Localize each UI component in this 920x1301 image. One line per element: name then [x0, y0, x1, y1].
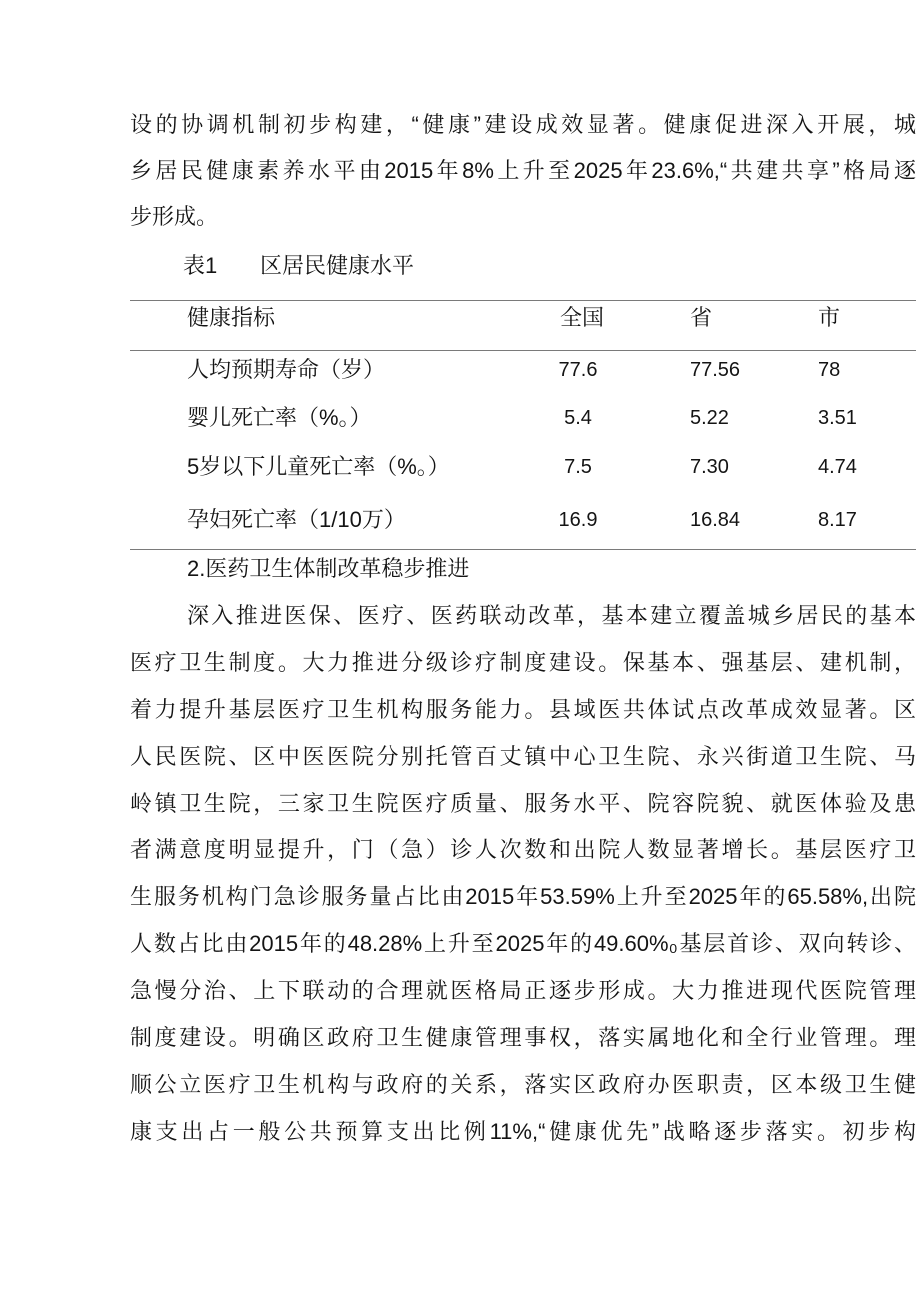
row-province: 77.56 — [690, 359, 741, 381]
paragraph-line: 着力提升基层医疗卫生机构服务能力。县域医共体试点改革成效显著。区 — [130, 697, 916, 722]
row-province: 16.84 — [690, 509, 741, 531]
row-city: 4.74 — [818, 456, 857, 478]
row-province: 5.22 — [690, 407, 729, 429]
row-indicator: 婴儿死亡率（%。） — [187, 405, 372, 430]
section-heading: 2.医药卫生体制改革稳步推进 — [187, 556, 470, 581]
paragraph-line: 人民医院、区中医医院分别托管百丈镇中心卫生院、永兴街道卫生院、马 — [130, 744, 916, 769]
header-province: 省 — [690, 305, 713, 330]
paragraph-line: 人数占比由2015年的48.28%上升至2025年的49.60%₀基层首诊、双向转诊、 — [130, 931, 916, 956]
row-city: 78 — [818, 359, 841, 381]
paragraph-line: 制度建设。明确区政府卫生健康管理事权，落实属地化和全行业管理。理 — [130, 1025, 916, 1050]
row-indicator: 孕妇死亡率（1/10万） — [187, 507, 406, 532]
intro-line: 步形成。 — [130, 204, 219, 229]
paragraph-line: 康支出占一般公共预算支出比例11%,“健康优先”战略逐步落实。初步构 — [130, 1119, 916, 1144]
row-city: 8.17 — [818, 509, 857, 531]
table-rule-top — [130, 300, 916, 301]
table-caption-number: 表1 — [183, 253, 218, 278]
header-indicator: 健康指标 — [187, 305, 276, 330]
row-indicator: 5岁以下儿童死亡率（%。） — [187, 454, 450, 479]
table-caption-title: 区居民健康水平 — [260, 253, 415, 278]
row-national: 7.5 — [564, 456, 592, 478]
intro-line: 乡居民健康素养水平由2015年8%上升至2025年23.6%,“共建共享”格局逐 — [130, 158, 916, 183]
row-national: 5.4 — [564, 407, 592, 429]
header-national: 全国 — [559, 305, 604, 330]
intro-line: 设的协调机制初步构建，“健康”建设成效显著。健康促进深入开展，城 — [130, 112, 916, 137]
paragraph-line: 岭镇卫生院，三家卫生院医疗质量、服务水平、院容院貌、就医体验及患 — [130, 791, 916, 816]
table-rule-bottom — [130, 549, 916, 550]
row-city: 3.51 — [818, 407, 857, 429]
row-indicator: 人均预期寿命（岁） — [187, 357, 386, 382]
paragraph-line: 顺公立医疗卫生机构与政府的关系，落实区政府办医职责，区本级卫生健 — [130, 1072, 916, 1097]
paragraph-line: 者满意度明显提升，门（急）诊人次数和出院人数显著增长。基层医疗卫 — [130, 837, 916, 862]
paragraph-line: 深入推进医保、医疗、医药联动改革，基本建立覆盖城乡居民的基本 — [187, 603, 916, 628]
paragraph-line: 生服务机构门急诊服务量占比由2015年53.59%上升至2025年的65.58%,出院 — [130, 884, 916, 909]
row-national: 77.6 — [558, 359, 598, 381]
row-province: 7.30 — [690, 456, 729, 478]
table-rule-header — [130, 350, 916, 351]
paragraph-line: 急慢分治、上下联动的合理就医格局正逐步形成。大力推进现代医院管理 — [130, 978, 916, 1003]
paragraph-line: 医疗卫生制度。大力推进分级诊疗制度建设。保基本、强基层、建机制， — [130, 650, 916, 675]
row-national: 16.9 — [558, 509, 598, 531]
header-city: 市 — [818, 305, 841, 330]
